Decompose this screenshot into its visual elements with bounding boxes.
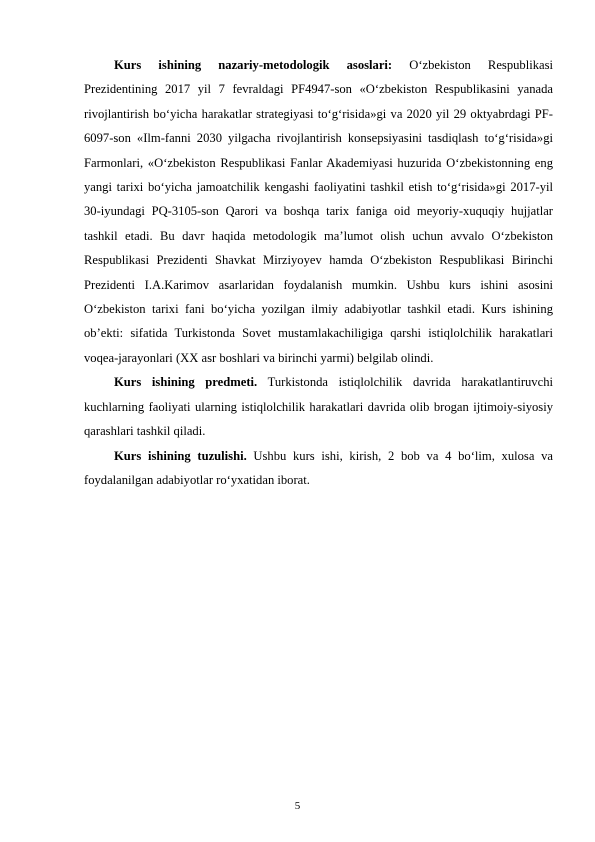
paragraph-theoretical-basis xyxy=(84,53,553,370)
paragraph-text: Ushbu kurs ishi, kirish, 2 bob va 4 bo‘lim, xulosa va foydalanilgan adabiyotlar ro‘yxatidan iborat. xyxy=(84,448,553,487)
paragraph-text: Turkistonda istiqlolchilik davrida harakatlantiruvchi kuchlarning faoliyati ularning istiqlolchilik harakatlari davrida olib brogan ijtimoiy-siyosiy qarashlari tashkil qiladi. xyxy=(84,375,553,439)
paragraph-structure xyxy=(84,444,553,493)
paragraph-lead-heading: Kurs ishining tuzulishi. xyxy=(114,448,247,463)
page-number: 5 xyxy=(294,800,301,812)
document-body xyxy=(84,53,553,492)
paragraph-lead-heading: Kurs ishining predmeti. xyxy=(114,375,258,390)
paragraph-subject xyxy=(84,370,553,443)
paragraph-lead-heading: Kurs ishining nazariy-metodologik asoslari: xyxy=(114,58,393,72)
paragraph-text: O‘zbekiston Respublikasi Prezidentining 2017 yil 7 fevraldagi PF4947-son «O‘zbekiston Respublikasini yanada rivojlantirish bo‘yicha harakatlar strategiyasi to‘g‘risida»gi va 2020 yil 29 oktyabrdagi PF-6097-son «Ilm-fanni 2030 yilgacha rivojlantirish konsepsiyasini tasdiqlash to‘g‘risida»gi Farmonlari, «O‘zbekiston Respublikasi Fanlar Akademiyasi huzurida O‘zbekistonning eng yangi tarixi bo‘yicha jamoatchilik kengashi faoliyatini tashkil etish to‘g‘risida»gi 2017-yil 30-iyundagi PQ-3105-son Qarori va boshqa tarix faniga oid meyoriy-xuquqiy hujjatlar tashkil etadi. Bu davr haqida metodologik ma’lumot olish uchun avvalo O‘zbekiston Respublikasi Prezidenti Shavkat Mirziyoyev hamda O‘zbekiston Respublikasi Birinchi Prezidenti I.A.Karimov asarlaridan foydalanish mumkin. Ushbu kurs ishini asosini O‘zbekiston tarixi fani bo‘yicha yozilgan ilmiy adabiyotlar tashkil etadi. Kurs ishining ob’ekti: sifatida Turkistonda Sovet mustamlakachiligiga qarshi istiqlolchilik harakatlari voqea-jarayonlari (XX asr boshlari va birinchi yarmi) belgilab olindi. xyxy=(84,58,553,365)
